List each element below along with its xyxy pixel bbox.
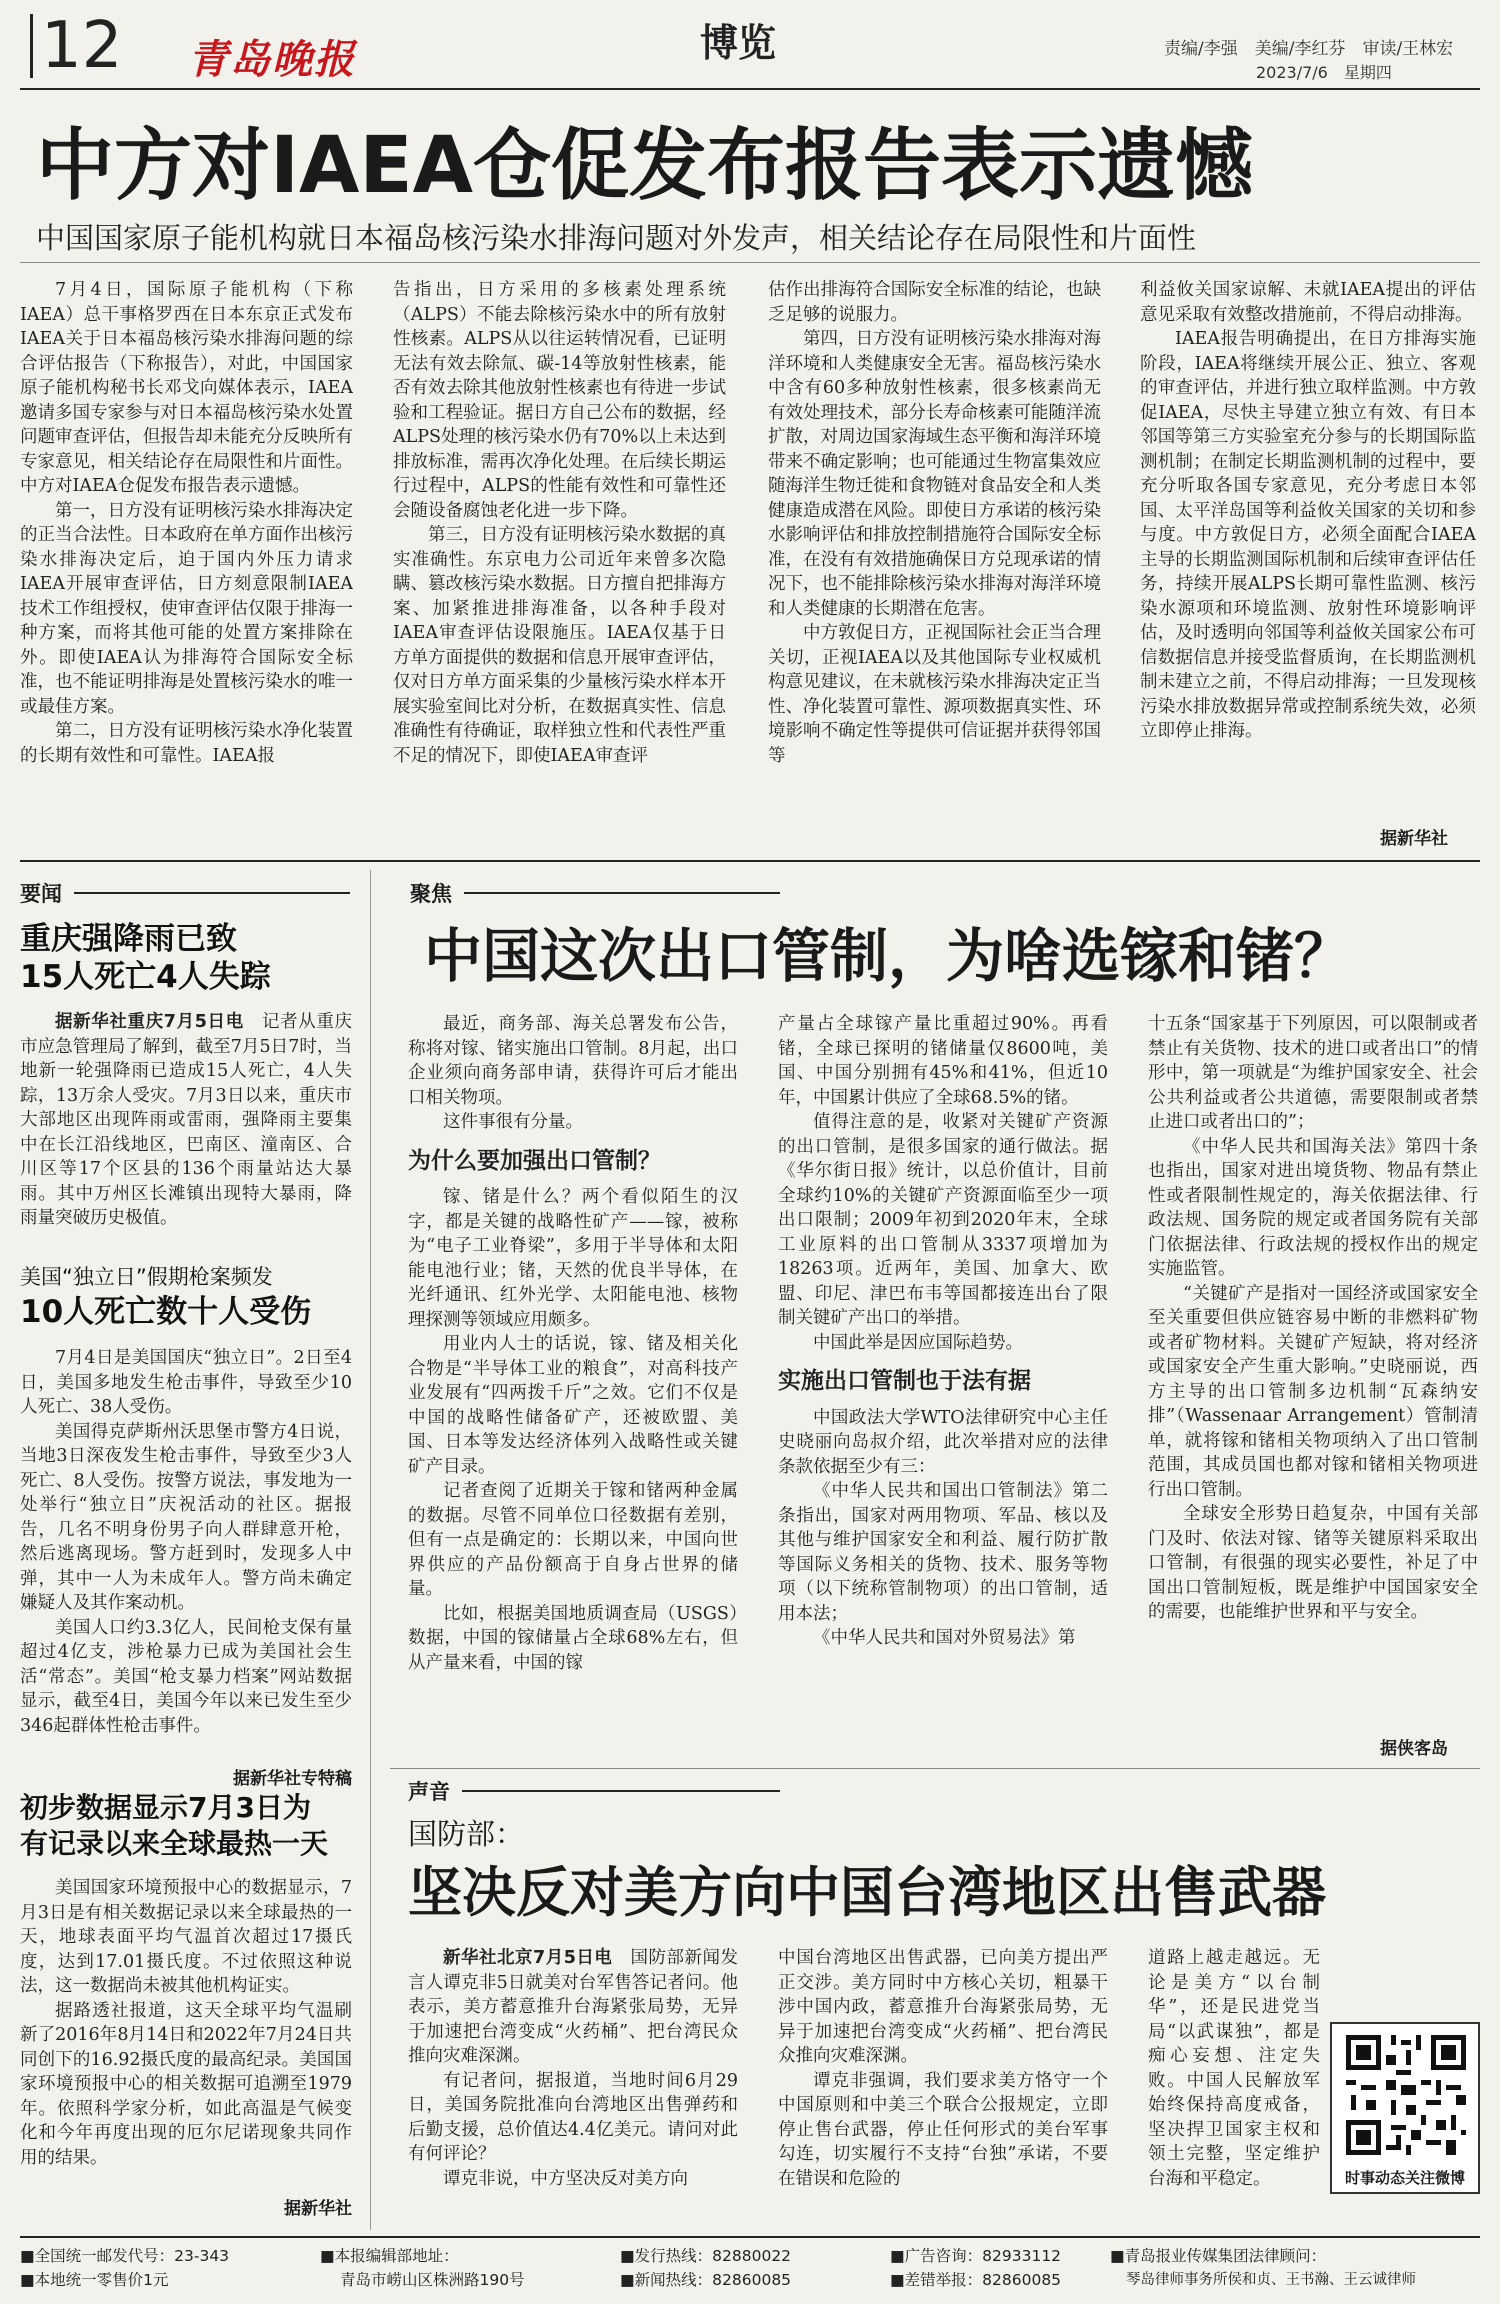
footer-news-hotline: ■新闻热线：82860085	[620, 2271, 792, 2289]
footer-price: ■本地统一零售价1元	[20, 2271, 169, 2289]
story3-title-line1: 初步数据显示7月3日为	[20, 1791, 311, 1824]
story1-title-line1: 重庆强降雨已致	[20, 921, 237, 957]
date: 2023/7/6 星期四	[1256, 63, 1392, 82]
lead-bottom-rule	[20, 860, 1480, 862]
story1-title-line2: 15人死亡4人失踪	[20, 959, 271, 995]
lead-subtitle: 中国国家原子能机构就日本福岛核污染水排海问题对外发声，相关结论存在局限性和片面性	[36, 221, 1197, 255]
story1-lead: 据新华社重庆7月5日电	[55, 1012, 244, 1032]
lead-column-1	[20, 278, 353, 848]
news-column-divider	[370, 870, 371, 2230]
lead-title: 中方对IAEA仓促发布报告表示遗憾	[36, 121, 1254, 211]
paragraph: 美国人口约3.3亿人，民间枪支保有量超过4亿支，涉枪暴力已成为美国社会生活“常态”。美国“枪支暴力档案”网站数据显示，截至4日，美国今年以来已发生至少346起群体性枪击事件。	[20, 1617, 352, 1736]
paragraph: 7月4日，国际原子能机构（下称IAEA）总干事格罗西在日本东京正式发布IAEA关于日本福岛核污染水排海问题的综合评估报告（下称报告），对此，中国国家原子能机构秘书长邓戈向媒体表示，IAEA邀请多国专家参与对日本福岛核污染水处置问题审查评估，但报告却未能充分反映所有专家意见，相关结论存在局限性和片面性。中方对IAEA仓促发布报告表示遗憾。	[20, 280, 353, 496]
qr-code-box[interactable]	[1330, 2022, 1480, 2194]
voice-kicker: 国防部：	[408, 1817, 525, 1851]
voice-label: 声音	[408, 1780, 450, 1804]
paragraph: 第二，日方没有证明核污染水净化装置的长期有效性和可靠性。IAEA报	[20, 721, 353, 766]
news-label: 要闻	[20, 882, 62, 906]
footer-rule	[20, 2236, 1480, 2238]
footer-ad-hotline: ■广告咨询：82933112	[890, 2247, 1062, 2265]
paragraph: IAEA报告明确提出，在日方排海实施阶段，IAEA将继续开展公正、独立、客观的审查评估，并进行独立取样监测。中方敦促IAEA，尽快主导建立独立有效、有日本邻国等第三方实验室充分参与的长期国际监测机制；在制定长期监测机制的过程中，要充分听取各国专家意见，充分考虑日本邻国、太平洋岛国等利益攸关国家的关切和参与度。中方敦促日方，必须全面配合IAEA主导的长期监测国际机制和后续审查评估任务，持续开展ALPS长期可靠性监测、核污染水源项和环境监测、放射性环境影响评估，及时透明向邻国等利益攸关国家公布可信数据信息并接受监督质询，在长期监测机制未建立之前，不得启动排海；一旦发现核污染水排放数据异常或控制系统失效，必须立即停止排海。	[1140, 329, 1476, 741]
story1-body	[20, 1010, 352, 1260]
footer-col-3	[620, 2244, 880, 2292]
paragraph: 告指出，日方采用的多核素处理系统（ALPS）不能去除核污染水中的所有放射性核素。ALPS从以往运转情况看，已证明无法有效去除氚、碳-14等放射性核素，能否有效去除其他放射性核素也有待进一步试验和工程验证。据日方自己公布的数据，经ALPS处理的核污染水仍有70%以上未达到排放标准，需再次净化处理。在后续长期运行过程中，ALPS的性能有效性和可靠性还会随设备腐蚀老化进一步下降。	[393, 280, 726, 521]
voice-title: 坚决反对美方向中国台湾地区出售武器	[408, 1861, 1326, 1924]
paragraph: 最近，商务部、海关总署发布公告，称将对镓、锗实施出口管制。8月起，出口企业须向商务部申请，获得许可后才能出口相关物项。	[408, 1014, 738, 1108]
story3-body	[20, 1876, 352, 2194]
paragraph: 《中华人民共和国对外贸易法》第	[813, 1628, 1076, 1648]
paragraph: “关键矿产是指对一国经济或国家安全至关重要但供应链容易中断的非燃料矿物或者矿物材料。关键矿产短缺，将对经济或国家安全产生重大影响。”史晓丽说，西方主导的出口管制多边机制“瓦森纳安排”（Wassenaar Arrangement）管制清单，就将镓和锗相关物项纳入了出口管制范围，其成员国也都对镓和锗相关物项进行出口管制。	[1148, 1283, 1478, 1500]
paragraph: 利益攸关国家谅解、未就IAEA提出的评估意见采取有效整改措施前，不得启动排海。	[1140, 280, 1476, 325]
focus-bottom-rule	[390, 1768, 1480, 1769]
voice-label-rule	[462, 1790, 780, 1792]
page-number: 12	[30, 14, 122, 78]
footer-postal-code: ■全国统一邮发代号：23-343	[20, 2247, 230, 2265]
footer-legal-advisor-label: ■青岛报业传媒集团法律顾问：	[1110, 2247, 1327, 2265]
news-story3	[20, 1790, 352, 2219]
story2-kicker: 美国“独立日”假期枪案频发	[20, 1265, 273, 1289]
lead-column-4	[1140, 278, 1476, 848]
paragraph: 估作出排海符合国际安全标准的结论，也缺乏足够的说服力。	[768, 280, 1101, 325]
news-story2	[20, 1262, 352, 1789]
paragraph: 7月4日是美国国庆“独立日”。2日至4日，美国多地发生枪击事件，导致至少10人死亡、38人受伤。	[20, 1348, 352, 1417]
lead-source: 据新华社	[1380, 829, 1448, 849]
voice-column-2	[778, 1946, 1108, 2198]
paragraph: 中国台湾地区出售武器，已向美方提出严正交涉。美方同时中方核心关切，粗暴干涉中国内政，蓄意推升台海紧张局势，无异于加速把台湾变成“火药桶”、把台湾民众推向灾难深渊。	[778, 1948, 1108, 2066]
lead-column-3	[768, 278, 1101, 848]
footer-address-label: ■本报编辑部地址：	[320, 2247, 459, 2265]
footer-distribution-hotline: ■发行热线：82880022	[620, 2247, 792, 2265]
voice-lead: 新华社北京7月5日电	[443, 1948, 613, 1968]
qr-code-icon	[1341, 2030, 1471, 2160]
voice-column-1	[408, 1946, 738, 2198]
paragraph: 第三，日方没有证明核污染水数据的真实准确性。东京电力公司近年来曾多次隐瞒、篡改核污染水数据。日方擅自把排海方案、加紧推进排海准备，以各种手段对IAEA审查评估设限施压。IAEA仅基于日方单方面提供的数据和信息开展审查评估，仅对日方单方面采集的少量核污染水样本开展实验室间比对分析，在数据真实性、信息准确性有待确证，取样独立性和代表性严重不足的情况下，即使IAEA审查评	[393, 525, 726, 766]
paragraph: 第四，日方没有证明核污染水排海对海洋环境和人类健康安全无害。福岛核污染水中含有60多种放射性核素，很多核素尚无有效处理技术，部分长寿命核素可能随洋流扩散，对周边国家海域生态平衡和海洋环境带来不确定影响；也可能通过生物富集效应随海洋生物迁徙和食物链对食品安全和人类健康造成潜在风险。即使日方承诺的核污染水影响评估和排放控制措施符合国际安全标准，在没有有效措施确保日方兑现承诺的情况下，也不能排除核污染水排海对海洋环境和人类健康的长期潜在危害。	[768, 329, 1101, 619]
section-name: 博览	[700, 20, 777, 65]
focus-label: 聚焦	[410, 882, 452, 906]
paragraph: 产量占全球镓产量比重超过90%。再看锗，全球已探明的锗储量仅8600吨，美国、中国分别拥有45%和41%，但近10年，中国累计供应了全球68.5%的锗。	[778, 1014, 1108, 1108]
voice-column-3	[1148, 1946, 1320, 2198]
paragraph: 第一，日方没有证明核污染水排海决定的正当合法性。日本政府在单方面作出核污染水排海决定后，迫于国内外压力请求IAEA开展审查评估，日方刻意限制IAEA技术工作组授权，使审查评估仅限于排海一种方案，而将其他可能的处置方案排除在外。即使IAEA认为排海符合国际安全标准，也不能证明排海是处置核污染水的唯一或最佳方案。	[20, 500, 353, 717]
paragraph: 谭克非说，中方坚决反对美方向	[443, 2168, 688, 2189]
story2-source: 据新华社专特稿	[233, 1769, 352, 1789]
paragraph: 据路透社报道，这天全球平均气温刷新了2016年8月14日和2022年7月24日共同创下的16.92摄氏度的最高纪录。美国国家环境预报中心的相关数据可追溯至1979年。依照科学家分析，如此高温是气候变化和今年再度出现的厄尔尼诺现象共同作用的结果。	[20, 2000, 352, 2168]
lead-rule	[20, 262, 1480, 263]
paragraph: 中国此举是因应国际趋势。	[813, 1332, 1023, 1353]
story3-title-line2: 有记录以来全球最热一天	[20, 1827, 329, 1860]
paragraph: 中方敦促日方，正视国际社会正当合理关切，正视IAEA以及其他国际专业权威机构意见建议，在未就核污染水排海决定正当性、净化装置可靠性、源项数据真实性、环境影响不确定性等提供可信证据并获得邻国等	[768, 623, 1101, 766]
story1-text: 记者从重庆市应急管理局了解到，截至7月5日7时，当地新一轮强降雨已造成15人死亡，4人失踪，13万余人受灾。7月3日以来，重庆市大部地区出现阵雨或雷雨，强降雨主要集中在长江沿线地区，巴南区、潼南区、合川区等17个区县的136个雨量站达大暴雨。其中万州区长滩镇出现特大暴雨，降雨量突破历史极值。	[20, 1012, 352, 1228]
paragraph: 美国得克萨斯州沃思堡市警方4日说，当地3日深夜发生枪击事件，导致至少3人死亡、8人受伤。按警方说法，事发地为一处举行“独立日”庆祝活动的社区。据报告，几名不明身份男子向人群肆意开枪，然后逃离现场。警方赶到时，发现多人中弹，其中一人为未成年人。警方尚未确定嫌疑人及其作案动机。	[20, 1421, 352, 1613]
story3-source: 据新华社	[284, 2199, 352, 2219]
header-rule	[20, 88, 1480, 90]
paragraph: 道路上越走越远。无论是美方“以台制华”，还是民进党当局“以武谋独”，都是痴心妄想、注定失败。中国人民解放军始终保持高度戒备，坚决捍卫国家主权和领土完整，坚定维护台海和平稳定。	[1148, 1948, 1320, 2189]
paragraph: 中国政法大学WTO法律研究中心主任史晓丽向岛叔介绍，此次举措对应的法律条款依据至少有三：	[778, 1407, 1108, 1477]
focus-label-rule	[464, 892, 780, 894]
focus-source: 据侠客岛	[1380, 1739, 1448, 1759]
lead-column-2	[393, 278, 726, 848]
paragraph: 比如，根据美国地质调查局（USGS）数据，中国的镓储量占全球68%左右，但从产量来看，中国的镓	[408, 1603, 738, 1673]
focus-subhead-1: 为什么要加强出口管制？	[408, 1147, 661, 1174]
footer	[20, 2244, 1480, 2296]
paragraph: 记者查阅了近期关于镓和锗两种金属的数据。尽管不同单位口径数据有差别，但有一点是确定的：长期以来，中国向世界供应的产品份额高于自身占世界的储量。	[408, 1481, 738, 1599]
focus-title: 中国这次出口管制，为啥选镓和锗？	[424, 922, 1353, 990]
story2-body	[20, 1346, 352, 1762]
editors: 责编/李强 美编/李红芬 审读/王林宏	[1164, 39, 1454, 59]
focus-subhead-2: 实施出口管制也于法有据	[778, 1368, 1031, 1394]
footer-error-report: ■差错举报：82860085	[890, 2271, 1062, 2289]
paper-logo: 青岛晚报	[188, 36, 356, 83]
story2-title: 10人死亡数十人受伤	[20, 1294, 312, 1330]
focus-column-1	[408, 1012, 738, 1757]
paragraph: 《中华人民共和国出口管制法》第二条指出，国家对两用物项、军品、核以及其他与维护国家安全和利益、履行防扩散等国际义务相关的货物、技术、服务等物项（以下统称管制物项）的出口管制，适用本法；	[778, 1481, 1108, 1624]
qr-caption: 时事动态关注微博	[1344, 2169, 1465, 2187]
footer-col-4	[890, 2244, 1130, 2292]
paragraph: 值得注意的是，收紧对关键矿产资源的出口管制，是很多国家的通行做法。据《华尔街日报》统计，以总价值计，目前全球约10%的关键矿产资源面临至少一项出口限制；2009年初到2020年末，全球工业原料的出口管制从3337项增加为18263项。近两年，美国、加拿大、欧盟、印尼、津巴布韦等国都接连出台了限制关键矿产出口的举措。	[778, 1112, 1108, 1328]
paragraph: 谭克非强调，我们要求美方恪守一个中国原则和中美三个联合公报规定，立即停止售台武器，停止任何形式的美台军事勾连，切实履行不支持“台独”承诺，不要在错误和危险的	[778, 2070, 1108, 2189]
footer-address: 青岛市崂山区株洲路190号	[340, 2271, 525, 2289]
paragraph: 美国国家环境预报中心的数据显示，7月3日是有相关数据记录以来全球最热的一天，地球表面平均气温首次超过17摄氏度，达到17.01摄氏度。不过依照这种说法，这一数据尚未被其他机构证实。	[20, 1878, 352, 1996]
paragraph: 镓、锗是什么？两个看似陌生的汉字，都是关键的战略性矿产——镓，被称为“电子工业脊梁”，多用于半导体和太阳能电池行业；锗，天然的优良半导体，在光纤通讯、红外光学、太阳能电池、核物理探测等领域应用颇多。	[408, 1187, 738, 1330]
paragraph: 《中华人民共和国海关法》第四十条也指出，国家对进出境货物、物品有禁止性或者限制性规定的，海关依据法律、行政法规、国务院的规定或者国务院有关部门依据法律、行政法规的授权作出的规定实施监管。	[1148, 1136, 1478, 1279]
footer-col-5	[1110, 2244, 1480, 2292]
focus-column-3	[1148, 1012, 1478, 1732]
paragraph: 全球安全形势日趋复杂，中国有关部门及时、依法对镓、锗等关键原料采取出口管制，有很强的现实必要性，补足了中国出口管制短板，既是维护中国国家安全的需要，也能维护世界和平与安全。	[1148, 1504, 1478, 1622]
news-label-rule	[74, 892, 350, 894]
paragraph: 这件事很有分量。	[443, 1112, 583, 1132]
footer-col-2	[320, 2244, 610, 2292]
footer-col-1	[20, 2244, 300, 2292]
voice-text: 国防部新闻发言人谭克非5日就美对台军售答记者问。他表示，美方蓄意推升台海紧张局势，无异于加速把台湾变成“火药桶”、把台湾民众推向灾难深渊。	[408, 1948, 738, 2066]
paragraph: 有记者问，据报道，当地时间6月29日，美国务院批准向台湾地区出售弹药和后勤支援，总价值达4.4亿美元。请问对此有何评论？	[408, 2070, 738, 2164]
paragraph: 十五条“国家基于下列原因，可以限制或者禁止有关货物、技术的进口或者出口”的情形中，第一项就是“为维护国家安全、社会公共利益或者公共道德，需要限制或者禁止进口或者出口的”；	[1148, 1014, 1478, 1132]
news-story1	[20, 920, 352, 1260]
footer-legal-advisor: 琴岛律师事务所侯和贞、王书瀚、王云诚律师	[1126, 2272, 1416, 2288]
focus-column-2	[778, 1012, 1108, 1757]
paragraph: 用业内人士的话说，镓、锗及相关化合物是“半导体工业的粮食”，对高科技产业发展有“四两拨千斤”之效。它们不仅是中国的战略性储备矿产，还被欧盟、美国、日本等发达经济体列入战略性或关键矿产目录。	[408, 1334, 738, 1477]
